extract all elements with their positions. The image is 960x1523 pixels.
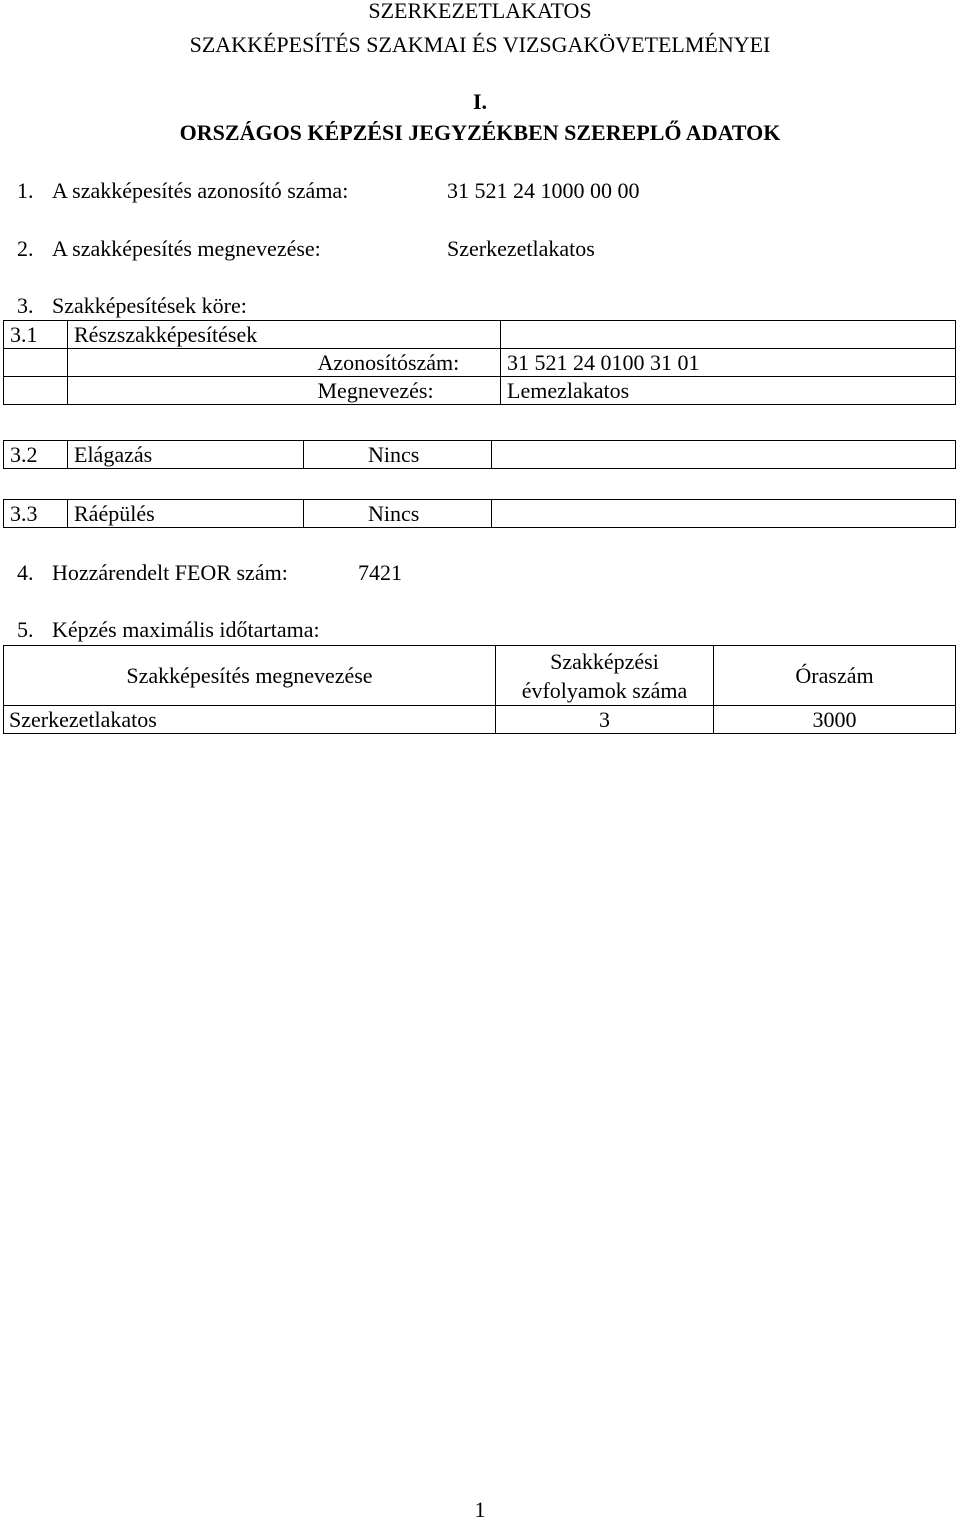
item-5-label: Képzés maximális időtartama: <box>52 617 320 642</box>
item-2-value: Szerkezetlakatos <box>447 236 595 261</box>
table-row <box>4 349 956 377</box>
column-header-hours: Óraszám <box>714 646 956 706</box>
section-number: I. <box>472 89 488 114</box>
item-4-value: 7421 <box>358 560 402 585</box>
partial-number: 3.1 <box>4 321 68 349</box>
cell-qualification-name: Szerkezetlakatos <box>4 706 496 734</box>
duration-table <box>3 645 956 734</box>
item-3-label: Szakképesítések köre: <box>52 293 247 318</box>
table-header-row <box>4 646 956 706</box>
table-row <box>4 441 956 469</box>
item-3-number: 3. <box>17 293 34 318</box>
cell-hours: 3000 <box>714 706 956 734</box>
item-4-label: Hozzárendelt FEOR szám: <box>52 560 288 585</box>
branch-table <box>3 440 956 469</box>
table-row <box>4 706 956 734</box>
document-subtitle: SZAKKÉPESÍTÉS SZAKMAI ÉS VIZSGAKÖVETELMÉNYEI <box>189 32 771 57</box>
column-header-years-line1: Szakképzési <box>550 649 659 674</box>
column-header-years <box>496 646 714 706</box>
item-2-number: 2. <box>17 236 34 261</box>
table-row <box>4 377 956 405</box>
build-table <box>3 499 956 528</box>
item-1-label: A szakképesítés azonosító száma: <box>52 178 349 203</box>
cell-years: 3 <box>496 706 714 734</box>
build-number: 3.3 <box>4 500 68 528</box>
build-value: Nincs <box>304 500 492 528</box>
column-header-qualification: Szakképesítés megnevezése <box>4 646 496 706</box>
item-2-label: A szakképesítés megnevezése: <box>52 236 321 261</box>
build-label: Ráépülés <box>68 500 304 528</box>
section-title: ORSZÁGOS KÉPZÉSI JEGYZÉKBEN SZEREPLŐ ADATOK <box>179 120 781 145</box>
partial-id-label: Azonosítószám: <box>309 349 501 377</box>
partial-name-value: Lemezlakatos <box>501 377 956 405</box>
partial-id-value: 31 521 24 0100 31 01 <box>501 349 956 377</box>
partial-qualifications-table <box>3 320 956 405</box>
item-5-number: 5. <box>17 617 34 642</box>
branch-label: Elágazás <box>68 441 304 469</box>
table-row <box>4 321 956 349</box>
item-4-number: 4. <box>17 560 34 585</box>
item-1-number: 1. <box>17 178 34 203</box>
branch-number: 3.2 <box>4 441 68 469</box>
branch-value: Nincs <box>304 441 492 469</box>
table-row <box>4 500 956 528</box>
item-1-value: 31 521 24 1000 00 00 <box>447 178 640 203</box>
partial-label: Részszakképesítések <box>68 321 501 349</box>
page-number: 1 <box>474 1497 486 1522</box>
column-header-years-line2: évfolyamok száma <box>521 678 688 703</box>
document-title: SZERKEZETLAKATOS <box>368 0 592 23</box>
partial-name-label: Megnevezés: <box>309 377 501 405</box>
